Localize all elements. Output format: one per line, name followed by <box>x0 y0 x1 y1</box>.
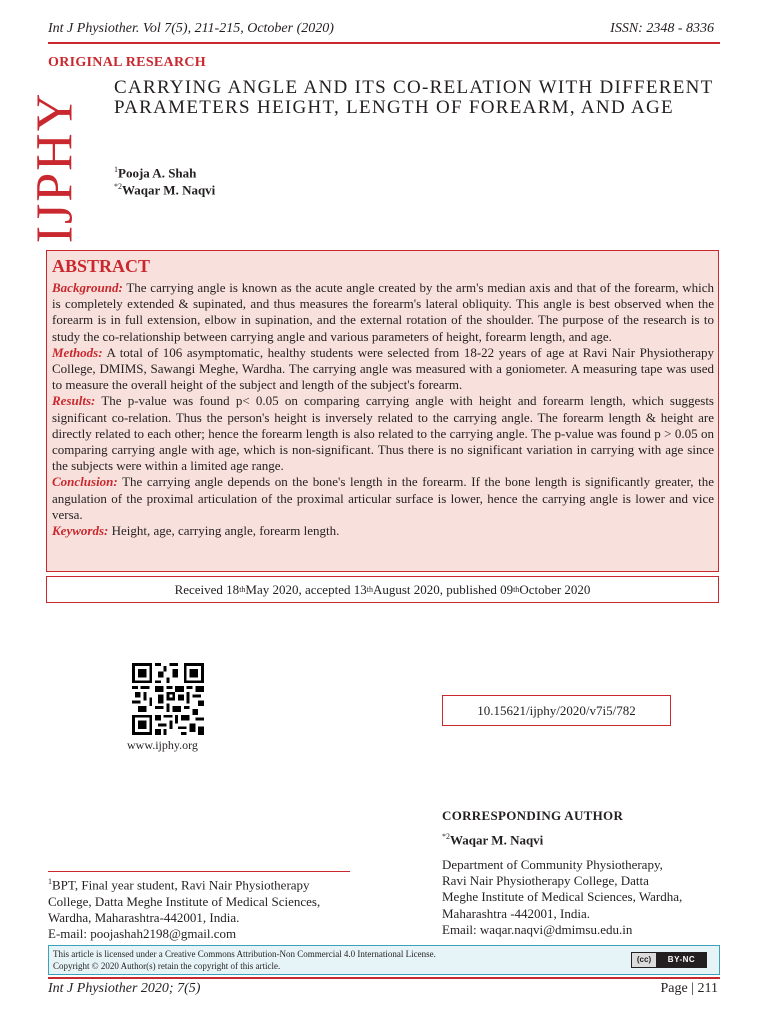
ordinal-suffix: th <box>513 585 520 594</box>
results-label: Results: <box>52 393 96 409</box>
abstract-background <box>52 280 714 345</box>
abstract-methods <box>52 345 714 394</box>
methods-text: A total of 106 asymptomatic, healthy students were selected from 18-22 years of age at Ravi Nair Physiotherapy College, DMIMS, Sawangi Meghe, Wardha. The carrying angle was measured with a goniometer. A measuring tape was used to measure the overall height of the subject and length of the subject's forearm. <box>52 344 714 393</box>
copyright-text: Copyright © 2020 Author(s) retain the copyright of this article. <box>53 961 281 971</box>
results-text: The p-value was found p< 0.05 on comparing carrying angle with height and forearm length, which suggests significant co-relation. Thus the person's height is inversely related to the carrying angle. The forearm length & height are directly related to each other; hence the forearm length is also related to the carrying angle. The p-value was found p > 0.05 on comparing carrying angle with age, which is non-significant. Thus there is no significant variation in carrying with age since the subjects were within a limited age range. <box>52 393 714 474</box>
corresponding-author-heading: CORRESPONDING AUTHOR <box>442 808 624 823</box>
author-name: Waqar M. Naqvi <box>450 832 544 848</box>
affiliation-text: BPT, Final year student, Ravi Nair Physiotherapy <box>52 877 310 893</box>
author-name: Waqar M. Naqvi <box>122 182 216 198</box>
affiliation-line: Wardha, Maharashtra-442001, India. <box>48 909 240 925</box>
affiliation-marker: 1 <box>48 877 52 886</box>
header-rule <box>48 42 720 44</box>
license-text: This article is licensed under a Creative Commons Attribution-Non Commercial 4.0 International License. <box>53 949 436 959</box>
accepted-text: May 2020, accepted 13 <box>245 581 367 597</box>
affiliation-line <box>48 874 320 894</box>
article-title <box>114 78 734 118</box>
affiliation-line: College, Datta Meghe Institute of Medical Sciences, <box>48 893 321 909</box>
address-line: Ravi Nair Physiotherapy College, Datta <box>442 873 649 889</box>
author-marker: *2 <box>442 832 450 841</box>
footer-citation: Int J Physiother 2020; 7(5) <box>48 981 201 996</box>
affiliation-email[interactable]: E-mail: poojashah2198@gmail.com <box>48 925 237 941</box>
qr-code-icon[interactable] <box>132 663 204 735</box>
keywords-label: Keywords: <box>52 523 109 539</box>
abstract-results <box>52 393 714 474</box>
author-1 <box>114 165 196 181</box>
author-affiliation <box>48 874 320 942</box>
received-dates <box>46 576 719 603</box>
footer-rule <box>48 977 720 979</box>
author-marker: *2 <box>114 182 122 191</box>
license-notice <box>48 945 720 975</box>
abstract-heading: ABSTRACT <box>52 256 151 276</box>
abstract-box <box>46 250 719 572</box>
corresponding-email[interactable]: Email: waqar.naqvi@dmimsu.edu.in <box>442 921 633 937</box>
methods-label: Methods: <box>52 344 103 360</box>
cc-license-badge[interactable] <box>631 952 707 968</box>
section-label: ORIGINAL RESEARCH <box>48 55 206 70</box>
background-label: Background: <box>52 280 123 295</box>
background-text: The carrying angle is known as the acute angle created by the arm's median axis and that of the forearm, which is completely extended & supinated, and thus measures the forearm's lateral obliquity. This angle is best observed when the forearm is in full extension, elbow in supination, and the external rotation of the shoulder. The purpose of the research is to study the co-relationship between carrying angle and various parameters of height, forearm length, and age. <box>52 280 714 344</box>
doi-link[interactable] <box>442 695 671 726</box>
author-marker: 1 <box>114 165 118 174</box>
corresponding-author-address <box>442 857 682 938</box>
author-name: Pooja A. Shah <box>118 165 197 181</box>
keywords-text: Height, age, carrying angle, forearm length. <box>111 523 340 539</box>
abstract-keywords <box>52 523 714 539</box>
doi-text: 10.15621/ijphy/2020/v7i5/782 <box>477 702 636 718</box>
address-line: Meghe Institute of Medical Sciences, Wardha, <box>442 889 683 905</box>
conclusion-text: The carrying angle depends on the bone's length in the forearm. If the bone length is significantly greater, the angulation of the proximal articulation of the proximal articular surface is lower, hence the carrying angle is lower and vice versa. <box>52 474 715 522</box>
published-text: August 2020, published 09 <box>372 581 514 597</box>
issn-header: ISSN: 2348 - 8336 <box>610 21 714 36</box>
cc-by-nc-label: BY-NC <box>657 953 706 967</box>
corresponding-author-name <box>442 832 543 848</box>
abstract-conclusion <box>52 474 714 523</box>
ordinal-suffix: th <box>239 585 246 594</box>
published-month-text: October 2020 <box>519 581 591 597</box>
cc-icon: (cc) <box>632 953 657 967</box>
journal-citation-header: Int J Physiother. Vol 7(5), 211-215, October (2020) <box>48 21 334 36</box>
address-line: Maharashtra -442001, India. <box>442 905 591 921</box>
journal-logo <box>22 92 88 242</box>
title-line: CARRYING ANGLE AND ITS CO-RELATION WITH DIFFERENT <box>114 77 714 98</box>
conclusion-label: Conclusion: <box>52 474 118 490</box>
website-link[interactable]: www.ijphy.org <box>127 738 198 752</box>
author-2 <box>114 182 215 198</box>
ordinal-suffix: th <box>366 585 373 594</box>
page-number: Page | 211 <box>660 981 718 996</box>
received-text: Received 18 <box>174 581 240 597</box>
title-line: PARAMETERS HEIGHT, LENGTH OF FOREARM, AND AGE <box>114 97 674 118</box>
journal-logo-text: IJPHY <box>26 91 84 243</box>
address-line: Department of Community Physiotherapy, <box>442 857 663 872</box>
affiliation-rule <box>48 871 350 872</box>
